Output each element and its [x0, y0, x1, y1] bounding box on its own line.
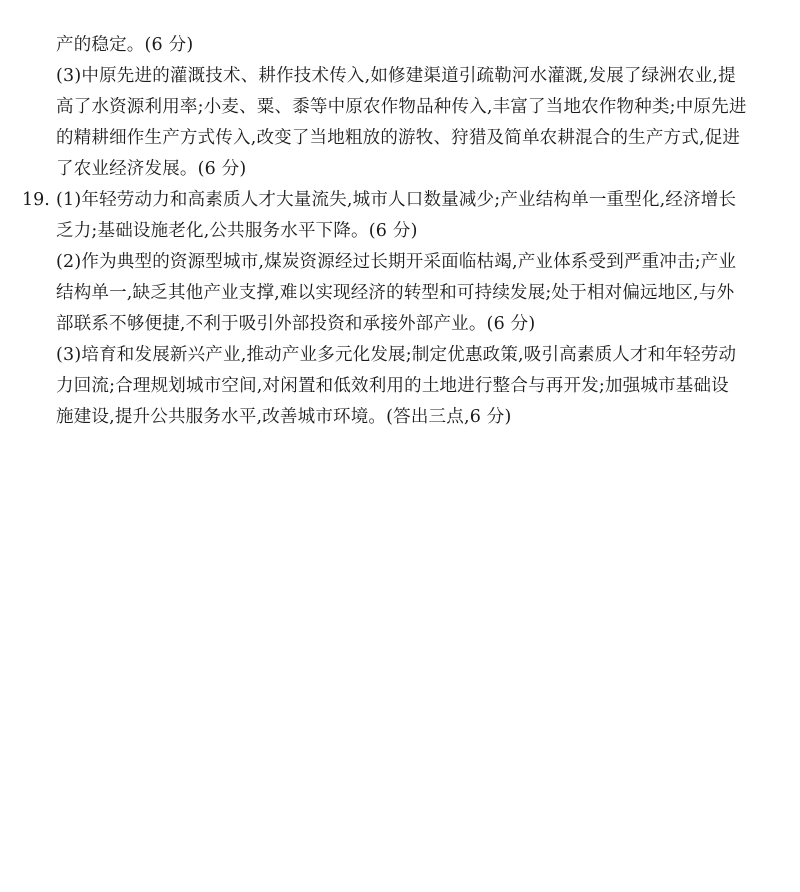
text-line: (3)中原先进的灌溉技术、耕作技术传入,如修建渠道引疏勒河水灌溉,发展了绿洲农业,提: [56, 66, 736, 86]
text-line: 力回流;合理规划城市空间,对闲置和低效利用的土地进行整合与再开发;加强城市基础设: [56, 376, 729, 396]
q18-part2-tail: [56, 30, 776, 61]
text-line: 的精耕细作生产方式传入,改变了当地粗放的游牧、狩猎及简单农耕混合的生产方式,促进: [56, 128, 741, 148]
q18-part3: [56, 61, 776, 185]
text-line: 施建设,提升公共服务水平,改善城市环境。(答出三点,6 分): [56, 407, 512, 427]
text-line: (3)培育和发展新兴产业,推动产业多元化发展;制定优惠政策,吸引高素质人才和年轻劳动: [56, 345, 737, 365]
text-line: 部联系不够便捷,不利于吸引外部投资和承接外部产业。(6 分): [56, 314, 536, 334]
text-line: 高了水资源利用率;小麦、粟、黍等中原农作物品种传入,丰富了当地农作物种类;中原先进: [56, 97, 747, 117]
text-line: 产的稳定。(6 分): [56, 35, 194, 55]
q19-part1: [56, 185, 776, 247]
q19-part3: [56, 340, 776, 433]
text-line: 结构单一,缺乏其他产业支撑,难以实现经济的转型和可持续发展;处于相对偏远地区,与外: [56, 283, 735, 303]
text-line: 了农业经济发展。(6 分): [56, 159, 247, 179]
question-number: 19.: [22, 190, 50, 210]
text-line: 乏力;基础设施老化,公共服务水平下降。(6 分): [56, 221, 418, 241]
text-line: (2)作为典型的资源型城市,煤炭资源经过长期开采面临枯竭,产业体系受到严重冲击;产业: [56, 252, 737, 272]
text-line: (1)年轻劳动力和高素质人才大量流失,城市人口数量减少;产业结构单一重型化,经济增长: [56, 190, 737, 210]
q19-part2: [56, 247, 776, 340]
